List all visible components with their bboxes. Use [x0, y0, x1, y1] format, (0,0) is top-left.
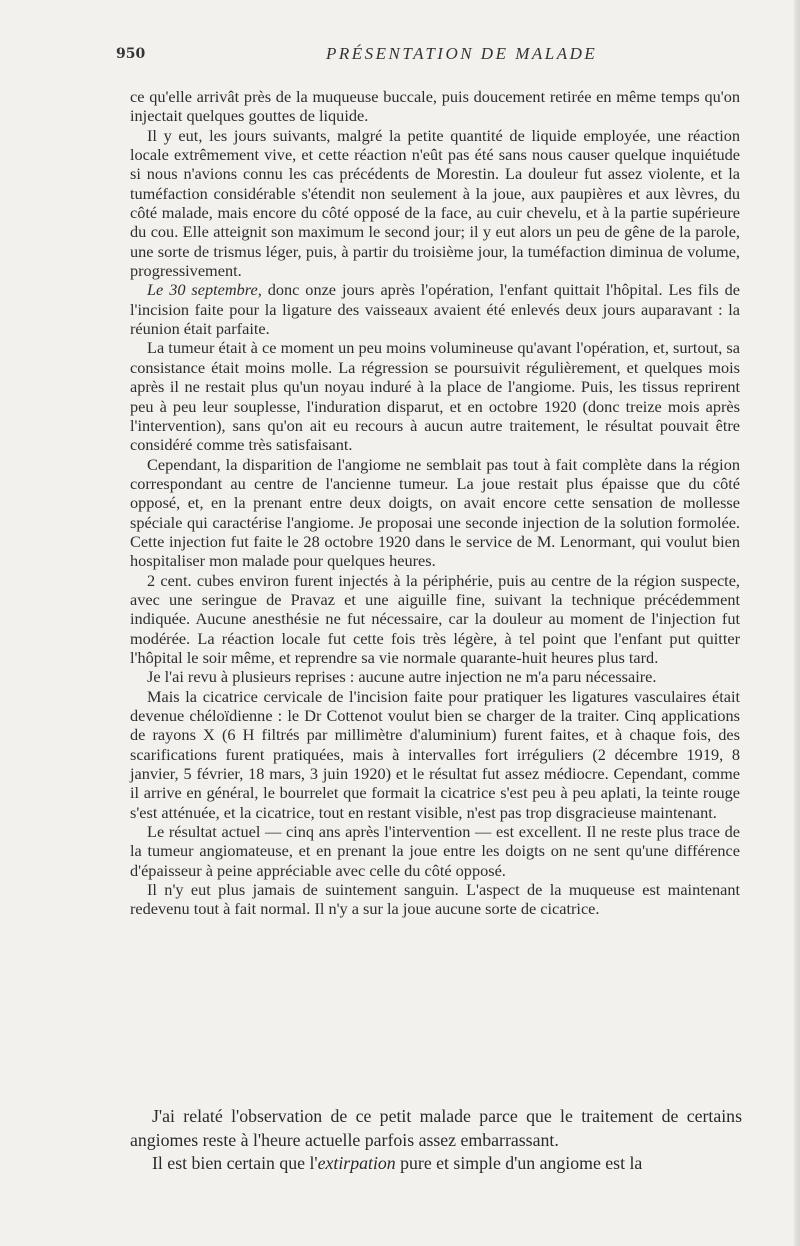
paragraph: [130, 338, 740, 454]
text-run: donc onze jours après l'opération, l'enfant quittait l'hôpital. Les fils de l'incision faite pour la ligature des vaisseaux avaient été enlevés deux jours auparavant : la réunion était parfaite.: [130, 280, 740, 339]
text-run: Mais la cicatrice cervicale de l'incision faite pour pratiquer les ligatures vasculaires était devenue chéloïdienne : le Dr Cottenot voulut bien se charger de la traiter. Cinq applications de rayons X (6 H filtrés par millimètre d'aluminium) furent faites, et à chaque fois, des scarifications furent pratiquées, mais à intervalles fort irréguliers (2 décembre 1919, 8 janvier, 5 février, 18 mars, 3 juin 1920) et le résultat fut assez médiocre. Cependant, comme il arrive en général, le bourrelet que formait la cicatrice s'est peu à peu aplati, la teinte rouge s'est atténuée, et la cicatrice, tout en restant visible, n'est pas trop disgracieuse maintenant.: [130, 686, 740, 822]
text-run: ce qu'elle arrivât près de la muqueuse buccale, puis doucement retirée en même temps qu'on injectait quelques gouttes de liquide.: [130, 87, 740, 126]
page-edge: [794, 0, 800, 1246]
text-run: Il n'y eut plus jamais de suintement sanguin. L'aspect de la muqueuse est maintenant redevenu tout à fait normal. Il n'y a sur la joue aucune sorte de cicatrice.: [130, 880, 740, 919]
paragraph: [130, 571, 740, 668]
text-run: Il y eut, les jours suivants, malgré la petite quantité de liquide employée, une réaction locale extrêmement vive, et cette réaction n'eût pas été sans nous causer quelque inquiétude si nous n'avions connu les cas précédents de Morestin. La douleur fut assez violente, et la tuméfaction considérable s'étendit non seulement à la joue, aux paupières et aux lèvres, du côté malade, mais encore du côté opposé de la face, au cuir chevelu, et à la partie supérieure du cou. Elle atteignit son maximum le second jour; il y eut alors un peu de gêne de la parole, une sorte de trismus léger, puis, à partir du troisième jour, la tuméfaction diminua de volume, progressivement.: [130, 125, 740, 281]
italic-text: extirpation: [317, 1153, 396, 1173]
text-run: pure et simple d'un angiome est la: [395, 1153, 643, 1173]
paragraph: [130, 87, 740, 126]
page-number: 950: [116, 46, 146, 62]
paragraph: [130, 880, 740, 919]
paragraph: [130, 667, 740, 686]
italic-text: Le 30 septembre,: [147, 280, 262, 300]
closing-text: [130, 1105, 742, 1176]
paragraph: [130, 455, 740, 571]
text-run: Il est bien certain que l': [152, 1153, 318, 1173]
paragraph: [130, 126, 740, 281]
running-title: PRÉSENTATION DE MALADE: [326, 44, 598, 63]
paragraph: [130, 1105, 742, 1152]
paragraph: [130, 280, 740, 338]
text-run: J'ai relaté l'observation de ce petit malade parce que le traitement de certains angiomes reste à l'heure actuelle parfois assez embarrassant.: [130, 1106, 742, 1150]
text-run: 2 cent. cubes environ furent injectés à la périphérie, puis au centre de la région suspecte, avec une seringue de Pravaz et une aiguille fine, suivant la technique précédemment indiquée. Aucune anesthésie ne fut nécessaire, car la douleur au moment de l'injection fut modérée. La réaction locale fut cette fois très légère, à tel point que l'enfant put quitter l'hôpital le soir même, et reprendre sa vie normale quarante-huit heures plus tard.: [130, 570, 740, 667]
text-run: La tumeur était à ce moment un peu moins volumineuse qu'avant l'opération, et, surtout, sa consistance était moins molle. La régression se poursuivit régulièrement, et quelques mois après il ne restait plus qu'un noyau induré à la place de l'angiome. Puis, les tissus reprirent peu à peu leur souplesse, l'induration disparut, et en octobre 1920 (donc treize mois après l'intervention), sans qu'on ait eu recours à aucun autre traitement, le résultat pouvait être considéré comme très satisfaisant.: [130, 338, 740, 455]
paragraph: [130, 1152, 742, 1176]
paragraph: [130, 822, 740, 880]
page-header: [116, 44, 746, 72]
text-run: Cependant, la disparition de l'angiome ne semblait pas tout à fait complète dans la région correspondant au centre de l'ancienne tumeur. La joue restait plus épaisse que du côté opposé, et, en la prenant entre deux doigts, on avait encore cette sensation de mollesse spéciale qui caractérise l'angiome. Je proposai une seconde injection de la solution formolée. Cette injection fut faite le 28 octobre 1920 dans le service de M. Lenormant, qui voulut bien hospitaliser mon malade pour quelques heures.: [130, 454, 740, 571]
text-run: Je l'ai revu à plusieurs reprises : aucune autre injection ne m'a paru nécessaire.: [147, 667, 657, 687]
text-run: Le résultat actuel — cinq ans après l'intervention — est excellent. Il ne reste plus trace de la tumeur angiomateuse, et en prenant la joue entre les doigts on ne sent qu'une différence d'épaisseur à peine appréciable avec celle du côté opposé.: [130, 822, 740, 880]
paragraph: [130, 687, 740, 822]
body-text: [130, 87, 740, 919]
